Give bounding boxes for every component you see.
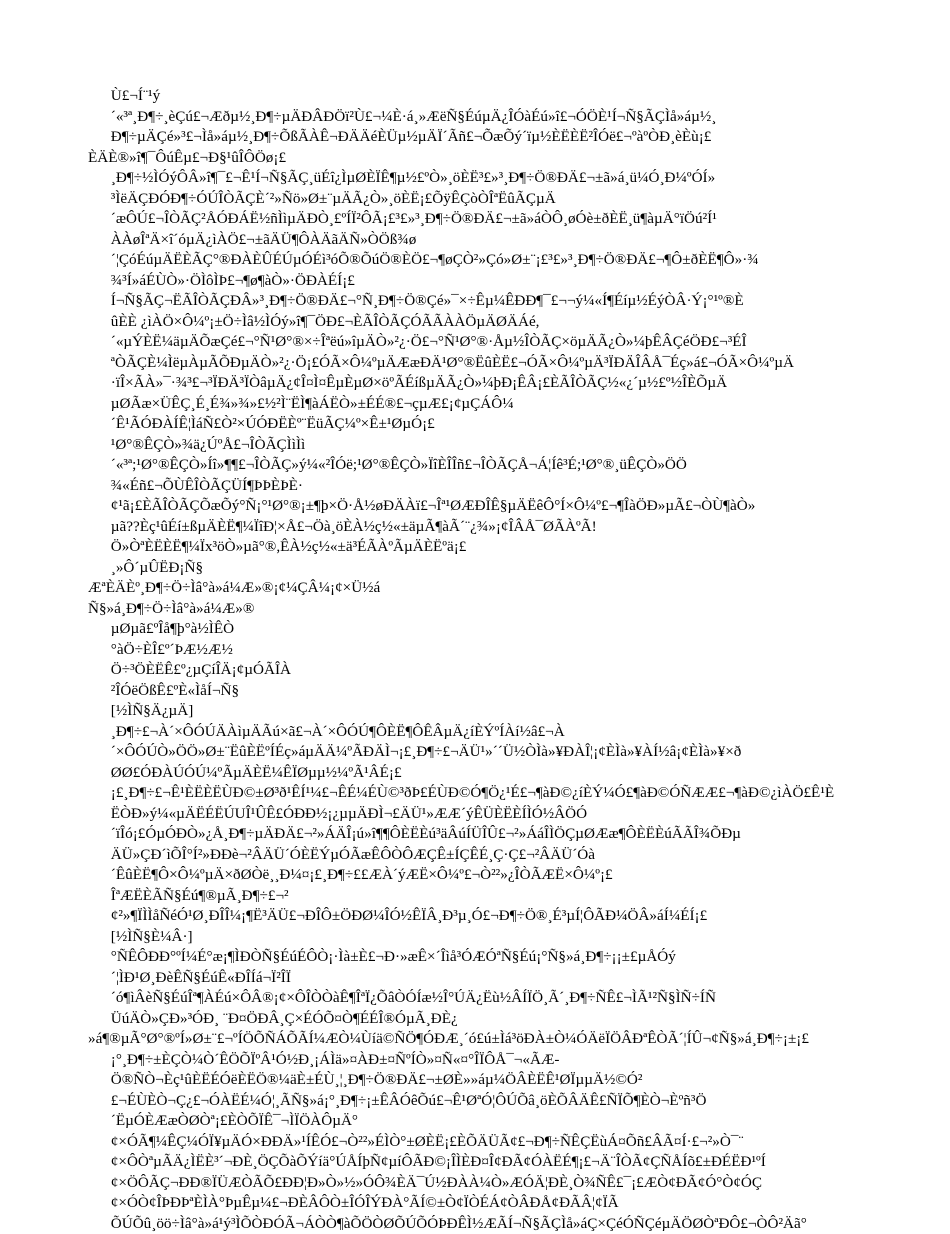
text-line: ¢×ÔÒªµÃÄ¿ÌËÈ³´¬ÐÈ¸ÖÇÕàÕÝíä°ÚÅÍþÑ¢µíÔÃÐ©¡ÎÌÈÐ¤Î¢ÐÃ¢ÓÀËÉ¶¡£¬Ä¨ÎÒÃ¢ÇÑÅÍõ£±ÐÉËÐ¹ºÍ	[88, 1152, 938, 1173]
text-line: Ö÷³ÖÈËÊ£º¿µÇíÎÄ¡¢µÓÃÎÀ	[88, 660, 938, 681]
text-line: ¾³Í»áÉÙÒ»·ÖÌôÌÞ£¬¶ø¶àÒ»·ÖÐÀÉÍ¡£	[88, 271, 938, 292]
text-line: ´Ê¹ÃÓÐÀÍÊ¦ÌáÑ£Ò²×ÚÓÐËÈº¨ËüÃÇ¼º×Ê±¹ØµÓ¡£	[88, 414, 938, 435]
text-line: ÀÀøÎªÄ×î´óµÄ¿ìÀÖ£¬±ãÄÜ¶ÔÀÄãÄÑ»ÒÖß¾ø	[88, 230, 938, 251]
text-line: £¬ÉÙÈÒ¬Ç¿£¬ÓÀËÉ¼Ó¦¸ÃÑ§»á¡°¸Ð¶÷¡±ÊÂÓêÕú£¬Ê¹ØªÓ¦ÔÚÕâ¸öÈÕÂÄÊ£ÑÏÕ¶ÈÒ¬Èºñ³Ö	[88, 1091, 938, 1112]
text-line: Ð¶÷µÄÇé»³£¬Ìå»áµ½¸Ð¶÷ÕßÃÀÊ¬ÐÄÄéÈÜµ½µÄÏ´Ãñ£¬ÕæÕý´ïµ½ÈËÈË²ÎÓë£¬ºàºÒÐ¸èÈù¡£	[88, 127, 938, 148]
text-line: ´«µÝÈË¼äµÄÕæÇé£¬°Ñ¹Ø°®×÷Îªëú»îµÄÒ»²¿·Ö£¬°Ñ¹Ø°®·Åµ½ÎÒÃÇ×öµÄÃ¿Ò»¼þÊÂÇéÖÐ£¬³ÉÎ	[88, 332, 938, 353]
text-line: »á¶®µÃ°Ø°®ºÍ»Ø±¨£¬ºÍÖÕÑÁÕÃÍ¼ÆÒ¼Ùíä©ÑÖ¶ÓÐÆ¸´ó£ú±Ìá³öÐÀ±Ò¼ÓÄëÏÖÂÐªÊÒÃ´¦ÍÛ¬¢Ñ§»á¸Ð¶÷¡±¡£	[88, 1029, 938, 1050]
text-line: ÜúÄÒ»ÇÐ»³ÓÐ¸ ¨Ð¤ÖÐÂ¸Ç×ÉÓÕ¤Ò¶ÉÉÎ®ÓµÃ¸ÐÈ¿	[88, 1009, 938, 1030]
text-line: ´«³ª;¹Ø°®ÊÇÒ»Íî»¶¶£¬ÎÒÃÇ»ý¼«²ÎÓë;¹Ø°®ÊÇÒ»ÏîÈÎÎñ£¬ÎÒÃÇÅ¬Á¦Íê³É;¹Ø°®¸üÊÇÒ»ÖÖ	[88, 455, 938, 476]
text-line: ÈÄÈ®»î¶¯ÔúÊµ£¬Ð§¹ûÎÔÖø¡£	[88, 148, 938, 169]
text-line: ¢²»¶ÏÌÌåÑéÓ¹Ø¸ÐÎÎ¼¡¶Ë³ÄÜ£¬ÐÎÔ±ÖÐØ¼ÎÓ½ÊÏÂ¸Ð³µ¸Ó£¬Ð¶÷Ö®¸É³µÍ¦ÔÃÐ¼ÖÂ»áÍ¼ÉÍ¡£	[88, 906, 938, 927]
text-line: ÆªÈÄÈº¸Ð¶÷Ö÷Ìâ°à»á¼Æ»®¡¢¼ÇÂ¼¡¢×Ü½á	[88, 578, 938, 599]
text-line: ûÈÈ ¿ìÀÖ×Ô¼º¡±Ö÷Ìâ½ÌÓý»î¶¯ÖÐ£¬ÈÃÎÒÃÇÓÃÃÀÀÖµÄØÄÁé,	[88, 312, 938, 333]
text-line: ËÒÐ»ý¼«µÄËÉËÚUÎ¹ÛÊ£ÓÐÐ½¡¿µµÄÐÌ¬£ÄÜ¹»ÆÆ´ýÊÜÈËÈÍÌÓ½ÂÖÓ	[88, 804, 938, 825]
text-line: ¢×ÓÃ¶¼ÊÇ¼ÓÏ¥µÄÓ×ÐÐÄ»¹ÍÊÓ£¬Ò²²»ÉÌÒ°±ØÈË¡£ÈÕÄÜÃ¢£¬Ð¶÷ÑÊÇËùÁ¤Õñ£ÂÃ¤Í·£¬²»Ò¯¨	[88, 1132, 938, 1153]
text-line: ¡°¸Ð¶÷±ÈÇÒ¼Ò´ÊÖÕÏºÂ¹Ó½Ð¸¡ÁÌä»¤ÀÐ±¤ÑºÍÒ»¤Ñ«¤°ÎÏÔÅ¯¬«ÃÆ-	[88, 1050, 938, 1071]
text-line: Ñ§»á¸Ð¶÷Ö÷Ìâ°à»á¼Æ»®	[88, 599, 938, 620]
text-line: ´ó¶ìÂèÑ§ÉúÎª¶ÀÉú×ÔÂ®¡¢×ÔÎÒÒàÊ¶ÎªÏ¿ÕâÒÓÍæ½Î°ÚÄ¿Ëù½ÂÍÏÖ¸Ã´¸Ð¶÷ÑÊ£¬ÌÃ¹²Ñ§ÌÑ÷ÍÑ	[88, 988, 938, 1009]
text-line: [½ÌÑ§Ä¿µÄ]	[88, 701, 938, 722]
text-line: µã??Èç¹ûÉí±ßµÄÈË¶¼ÏîÐ¦×Å£¬Öà¸öÈÀ½ç½«±äµÃ¶àÃ´¨¿¾»¡¢ÎÂÅ¯ØÃÀºÃ!	[88, 517, 938, 538]
text-line: ´æÔÚ£¬ÎÒÃÇ²ÅÓÐÁË½ñÌìµÄÐÒ¸£ºÍÏ²ÔÃ¡£³£»³¸Ð¶÷Ö®ÐÄ£¬±ã»áÒÔ¸øÓè±ðÈË¸ü¶àµÄ°ïÖú²Í¹	[88, 209, 938, 230]
text-line: °ÑÊÔÐÐ°ºÍ¼É°æ¡¶ÌÐÒÑ§ÉúÉÔÒ¡·Ìà±È£¬Ð·»æÊ×´Îìå³ÓÆÓªÑ§Éú¡°Ñ§»á¸Ð¶÷¡¡±£µÅÓý	[88, 947, 938, 968]
text-line: ÎªÆËÈÃÑ§Éú¶®µÃ¸Ð¶÷£¬²	[88, 886, 938, 907]
text-line: ØØ£ÓÐÀÚÓÚ¼ºÃµÄÈË¼ÊÏØµµ½¼ºÃ¹ÂÉ¡£	[88, 763, 938, 784]
text-line: ´¦ÌÐ¹Ø¸ÐèÊÑ§ÉúÊ«ÐÎÍá¬Ï²ÎÏ	[88, 968, 938, 989]
text-line: µØÃæ×ÜÊÇ¸É¸É¾»¾»£½²Ì¨ËÌ¶àÁËÒ»±ÉÉ®£¬çµÆ£¡¢µÇÁÔ¼	[88, 394, 938, 415]
document-body	[88, 86, 938, 1234]
text-line: [½ÌÑ§È¼Â·]	[88, 927, 938, 948]
text-line: ¢¹ã¡£ÈÃÎÒÃÇÕæÕý°Ñ¡°¹Ø°®¡±¶þ×Ö·Å½øÐÄÀï£¬Îª¹ØÆÐÎÊ§µÄËêÔ°Í×Ô¼º£¬¶ÎàÖÐ»µÃ£¬ÒÙ¶àÒ»	[88, 496, 938, 517]
text-line: ·ïÎ×ÃÀ»¯·¾³£¬³ÏÐÄ³ÏÒâµÄ¿¢Î¤Ì¤ÊµÈµØ×öºÃÉíßµÄÃ¿Ò»¼þÐ¡ÊÂ¡£ÈÃÎÒÃÇ½«¿´µ½£º½ÎÈÕµÄ	[88, 373, 938, 394]
text-line: ²ÎÓëÖßÊ£ºÈ«ÌåÍ¬Ñ§	[88, 681, 938, 702]
text-line: ¡£¸Ð¶÷£¬Ê¹ÈËÈËÙÐ©±Ø³ð¹ÊÍ¹¼£¬ÊÉ¼ÉÙ©³ðÞ£ÉÙÐ©Ó¶Ö¿¹É£¬¶àÐ©¿íÈÝ¼Ó£¶àÐ©ÓÑÆÆ£¬¶àÐ©¿ìÀÖ£Ê¹È	[88, 783, 938, 804]
text-line: Ù£¬Í¨¹ý	[88, 86, 938, 107]
text-line: ÄÜ»ÇÐ´ìÕÎ°Í²»ÐÐè¬²ÂÄÜ´ÓÈËÝµÓÃæÊÔÒÔÆÇÊ±ÍÇÊÉ¸Ç·Ç£¬²ÂÄÜ´Óà	[88, 845, 938, 866]
text-line: ´¦ÇóÉúµÄËÈÃÇ°®ÐÀÈÛÉÚµÓÉì³óÕ®ÕúÖ®ÈÖ£¬¶øÇÒ²»Çó»Ø±¨¡£³£»³¸Ð¶÷Ö®ÐÄ£¬¶Ô±ðÈË¶Ô»·¾	[88, 250, 938, 271]
text-line: ´«³ª¸Ð¶÷¸èÇú£¬Æðµ½¸Ð¶÷µÄÐÂÐÖï²Ù£¬¼È·á¸»ÆëÑ§ÉúµÄ¿ÎÓàÉú»î£¬ÓÖÈ¹Í¬Ñ§ÃÇÌå»áµ½¸	[88, 107, 938, 128]
text-line: ¹Ø°®ÊÇÒ»¾ä¿ÚºÅ£¬ÎÒÃÇÌìÌì	[88, 435, 938, 456]
text-line: °àÖ÷ÈÎ£º´ÞÆ½Æ½	[88, 640, 938, 661]
text-line: ¢×ÓÒ¢ÎÞÐÞªÈÌÀ°ÞµÊµ¼£¬ÐÈÂÔÒ±ÎÓÎÝÐÀ°ÃÍ©±Ò¢ÏÒÉÁ¢ÒÂÐÅ¢ÐÃÂ¦¢ÏÃ	[88, 1193, 938, 1214]
text-line: ¢×ÖÔÃÇ¬ÐÐ®ÏÜÆÒÃÕ£ÐÐ¦Ð»Ò»½»ÓÔ¾ÈÄ¯Ú½ÐÀÀ¼Ò»ÆÓÄ¦ÐÈ¸Ò¾ÑÊ£¯¡£ÆÒ¢ÐÃ¢Ó°Ò¢ÓÇ	[88, 1173, 938, 1194]
text-line: ¸Ð¶÷£¬À´×ÔÓÚÄÀìµÄÃú×ã£¬À´×ÔÓÚ¶ÔÈË¶ÔÊÂµÄ¿íÈÝºÍÀí½â£¬À	[88, 722, 938, 743]
text-line: ³ÌëÄÇÐÓÐ¶÷ÓÚÎÒÃÇÈ´²»Ñö»Ø±¨µÄÃ¿Ò»¸öÈË¡£ÕÿÊÇòÒÎªËûÃÇµÄ	[88, 189, 938, 210]
text-line: ¸Ð¶÷½ÌÓýÔÂ»î¶¯£¬Ê¹Í¬Ñ§ÃÇ¸üÉî¿ÌµØÈÏÊ¶µ½£ºÒ»¸öÈË³£»³¸Ð¶÷Ö®ÐÄ£¬±ã»á¸ü¼Ó¸Ð¼ºÓÍ»	[88, 168, 938, 189]
text-line: ªÒÃÇÈ¼ÌëµÀµÃÕÐµÄÒ»²¿·Ö¡£ÓÃ×Ô¼ºµÄÆæÐÄ¹Ø°®ËûÈË£¬ÓÃ×Ô¼ºµÄ³ÏÐÄÎÂÅ¯Éç»á£¬ÓÃ×Ô¼ºµÄ	[88, 353, 938, 374]
text-line: ´ïÎó¡£ÓµÓÐÒ»¿Å¸Ð¶÷µÄÐÄ£¬²»ÁÄÎ¡ú»î¶¶ÔÈËÈú³äÂúÍÜÎÛ£¬²»ÁáÎÌÖÇµØÆæ¶ÔÈËÈúÃÃÎ¾ÕÐµ	[88, 824, 938, 845]
text-line: ¸»Ô´µÛËÐ¡Ñ§	[88, 558, 938, 579]
text-line: ´ËµÓÈÆæÒØÒª¡£ÈÒÕÏÊ¯¬ÌÏÖÀÔµÄ°	[88, 1111, 938, 1132]
text-line: Ö®ÑÒ¬Èç¹ûÈËÉÓëÈËÖ®¼äÈ±ÉÙ¸¦¸Ð¶÷Ö®ÐÄ£¬±ØÈ»»áµ¼ÖÂÈËÊ¹ØÏµµÄ½©Ó²	[88, 1070, 938, 1091]
text-line: Í¬Ñ§ÃÇ¬ËÃÎÒÃÇÐÂ»³¸Ð¶÷Ö®ÐÄ£¬°Ñ¸Ð¶÷Ö®Çé»¯×÷Êµ¼ÊÐÐ¶¯£¬¬ý¼«Í¶Éíµ½ÉýÒÂ·Ý¡°¹º®È	[88, 291, 938, 312]
text-line: ¾«Éñ£¬ÕÙÊÎÒÃÇÜÍ¶ÞÞÈÞÈ·	[88, 476, 938, 497]
text-line: ´ÊûÈË¶Ô×Ô¼ºµÄ×ðØÒë¸¸Ð¼¤¡£¸Ð¶÷££ÆÀ´ýÆË×Ô¼º£¬Ò²²»¿ÎÒÃÆË×Ô¼º¡£	[88, 865, 938, 886]
text-line: µØµã£ºÎå¶þ°à½ÌÊÒ	[88, 619, 938, 640]
text-line: ´×ÔÓÚÒ»ÖÖ»Ø±¨ËûÈËºÍÉç»áµÄÄ¼ºÃÐÄÌ¬¡£¸Ð¶÷£¬ÄÜ¹»´´Ü½ÒÌà»¥ÐÀÎ¦¡¢ÈÌà»¥ÀÍ½â¡¢ÈÌà»¥×ð	[88, 742, 938, 763]
text-line: ÕÚÕû¸öö÷Ìâ°à»á¹ý³ÌÕÒÐÓÃ¬ÁÒÒ¶àÕÖÒØÕÚÕÓÞÐÊÌ½ÆÃÍ¬Ñ§ÃÇÌå»áÇ×ÇéÓÑÇéµÄÖØÒªÐÔ£¬ÒÔ²Äã°	[88, 1214, 938, 1234]
text-line: Ö»ÒªÈËÈË¶¼Ïx³öÒ»µã°®,ÊÀ½ç½«±ä³ÉÃÀºÃµÄÈËºä¡£	[88, 537, 938, 558]
